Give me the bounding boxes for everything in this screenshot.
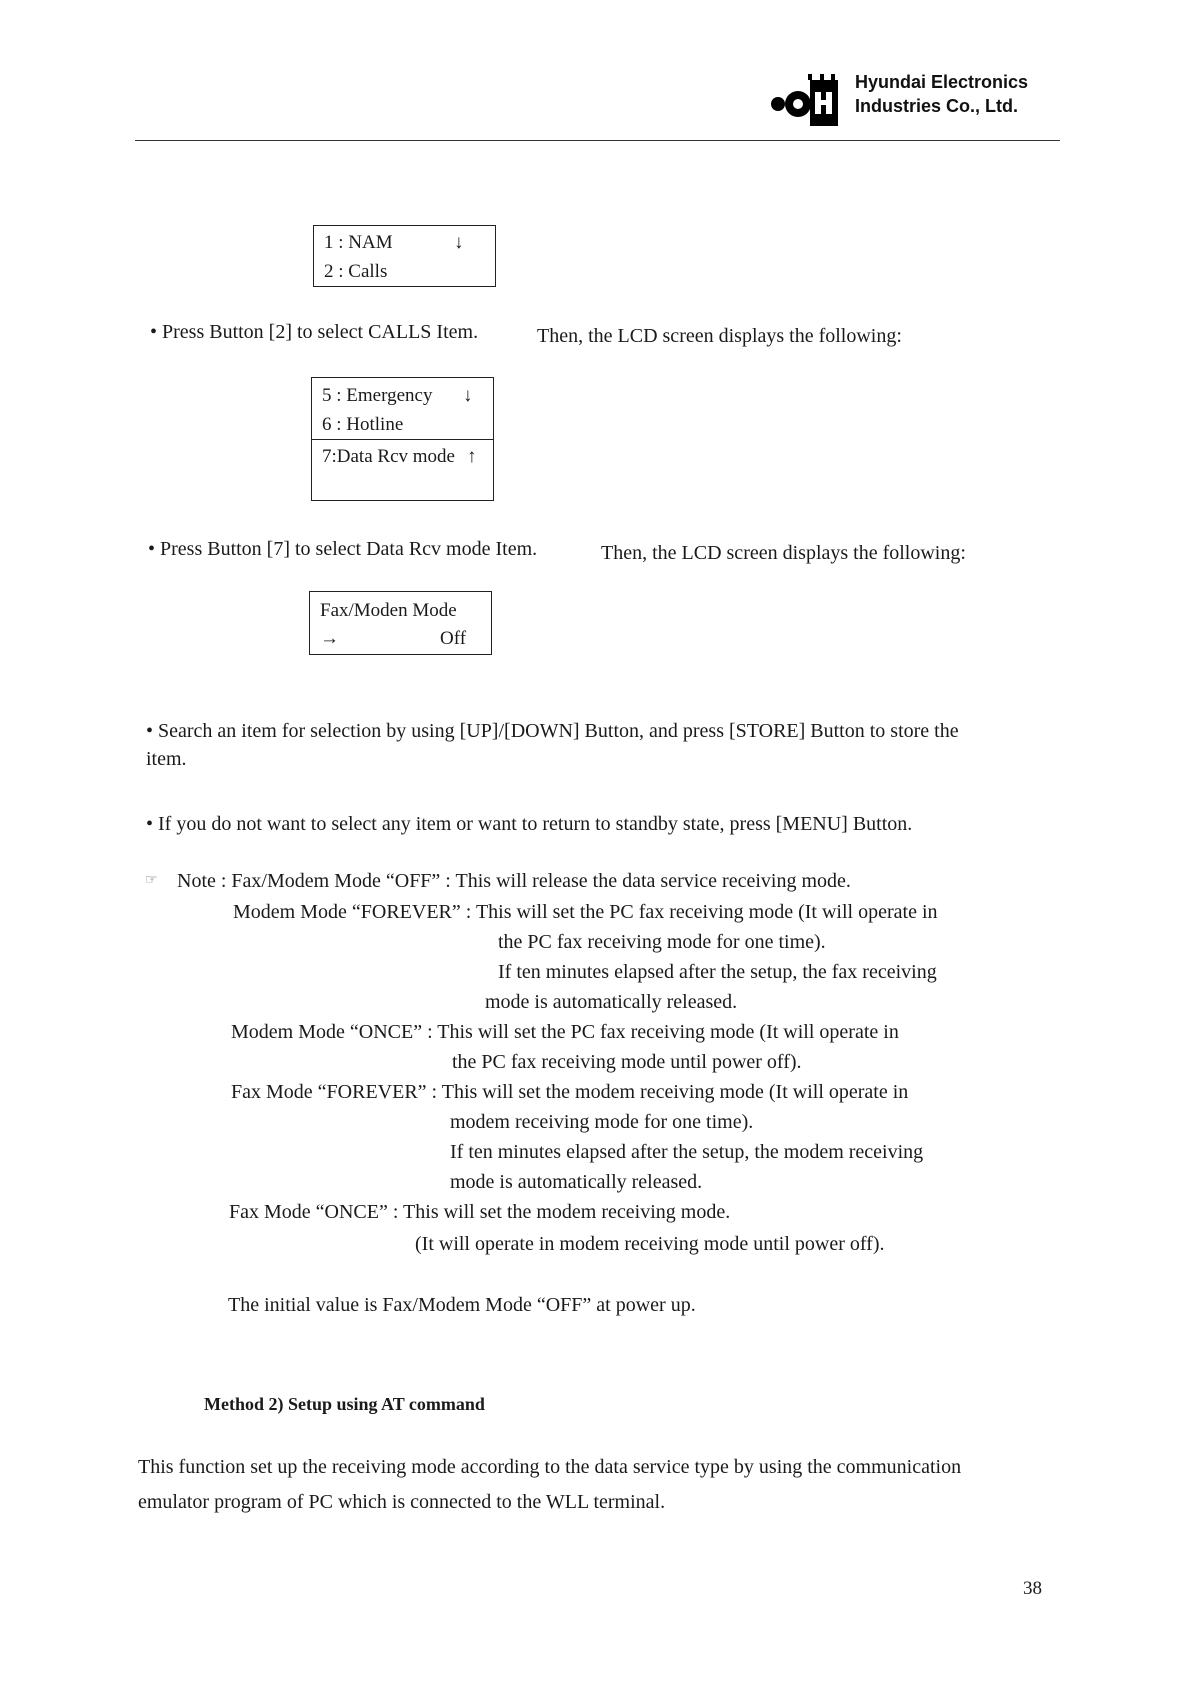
company-name-line1: Hyundai Electronics	[855, 72, 1029, 92]
note-line: modem receiving mode for one time).	[450, 1111, 754, 1133]
company-name-line2: Industries Co., Ltd.	[855, 96, 1019, 116]
right-arrow-icon: →	[320, 628, 339, 649]
note-line: mode is automatically released.	[450, 1171, 703, 1193]
note-line: Modem Mode “ONCE” : This will set the PC fax receiving mode (It will operate in	[231, 1021, 899, 1043]
up-arrow-icon: ↑	[467, 446, 477, 467]
step-then-text: Then, the LCD screen displays the following:	[537, 325, 902, 347]
note-line: Fax Mode “FOREVER” : This will set the modem receiving mode (It will operate in	[231, 1081, 909, 1103]
lcd-screen-fax-modem	[309, 591, 492, 655]
step-then-text: Then, the LCD screen displays the following:	[601, 542, 966, 564]
lcd-row: 2 : Calls	[324, 261, 388, 282]
method-paragraph-line2: emulator program of PC which is connected to the WLL terminal.	[138, 1491, 666, 1513]
down-arrow-icon: ↓	[463, 385, 473, 406]
instruction-step-1	[150, 318, 478, 346]
header-rule	[135, 140, 1060, 141]
lcd-row: 1 : NAM	[324, 232, 393, 253]
method-paragraph-line1: This function set up the receiving mode according to the data service type by using the communication	[138, 1456, 962, 1478]
note-line: Note : Fax/Modem Mode “OFF” : This will release the data service receiving mode.	[177, 870, 851, 892]
note-line: mode is automatically released.	[485, 991, 738, 1013]
note-line: the PC fax receiving mode until power off).	[452, 1051, 802, 1073]
lcd-screen-calls	[311, 377, 494, 501]
lcd-row: 5 : Emergency	[322, 385, 433, 406]
note-line: Fax Mode “ONCE” : This will set the modem receiving mode.	[229, 1201, 731, 1223]
company-name	[855, 70, 1028, 118]
down-arrow-icon: ↓	[454, 232, 464, 253]
initial-value-text: The initial value is Fax/Modem Mode “OFF” at power up.	[228, 1294, 696, 1316]
page-number: 38	[1023, 1578, 1042, 1599]
note-line: the PC fax receiving mode for one time).	[498, 931, 826, 953]
lcd-row: 7:Data Rcv mode	[322, 446, 455, 467]
instruction-step-3-line2: item.	[146, 748, 187, 770]
note-line: If ten minutes elapsed after the setup, the fax receiving	[498, 961, 937, 983]
lcd-screen-menu	[313, 225, 496, 287]
hyundai-logo-icon	[768, 72, 840, 128]
step-text: • Press Button [2] to select CALLS Item.	[150, 321, 479, 343]
section-heading: Method 2) Setup using AT command	[204, 1394, 485, 1414]
instruction-step-4: • If you do not want to select any item or want to return to standby state, press [MENU] Button.	[146, 813, 913, 835]
pointing-hand-icon: ☞	[145, 872, 158, 888]
instruction-step-2: • Press Button [7] to select Data Rcv mode Item.	[148, 538, 538, 560]
lcd-divider	[312, 439, 493, 440]
note-line: If ten minutes elapsed after the setup, the modem receiving	[450, 1141, 924, 1163]
note-line: (It will operate in modem receiving mode until power off).	[415, 1233, 885, 1255]
instruction-step-3-line1: • Search an item for selection by using [UP]/[DOWN] Button, and press [STORE] Button to store the	[146, 720, 959, 742]
lcd-value: Off	[440, 628, 467, 649]
lcd-row: Fax/Moden Mode	[320, 600, 457, 621]
note-line: Modem Mode “FOREVER” : This will set the PC fax receiving mode (It will operate in	[233, 901, 938, 923]
lcd-row: 6 : Hotline	[322, 414, 404, 435]
